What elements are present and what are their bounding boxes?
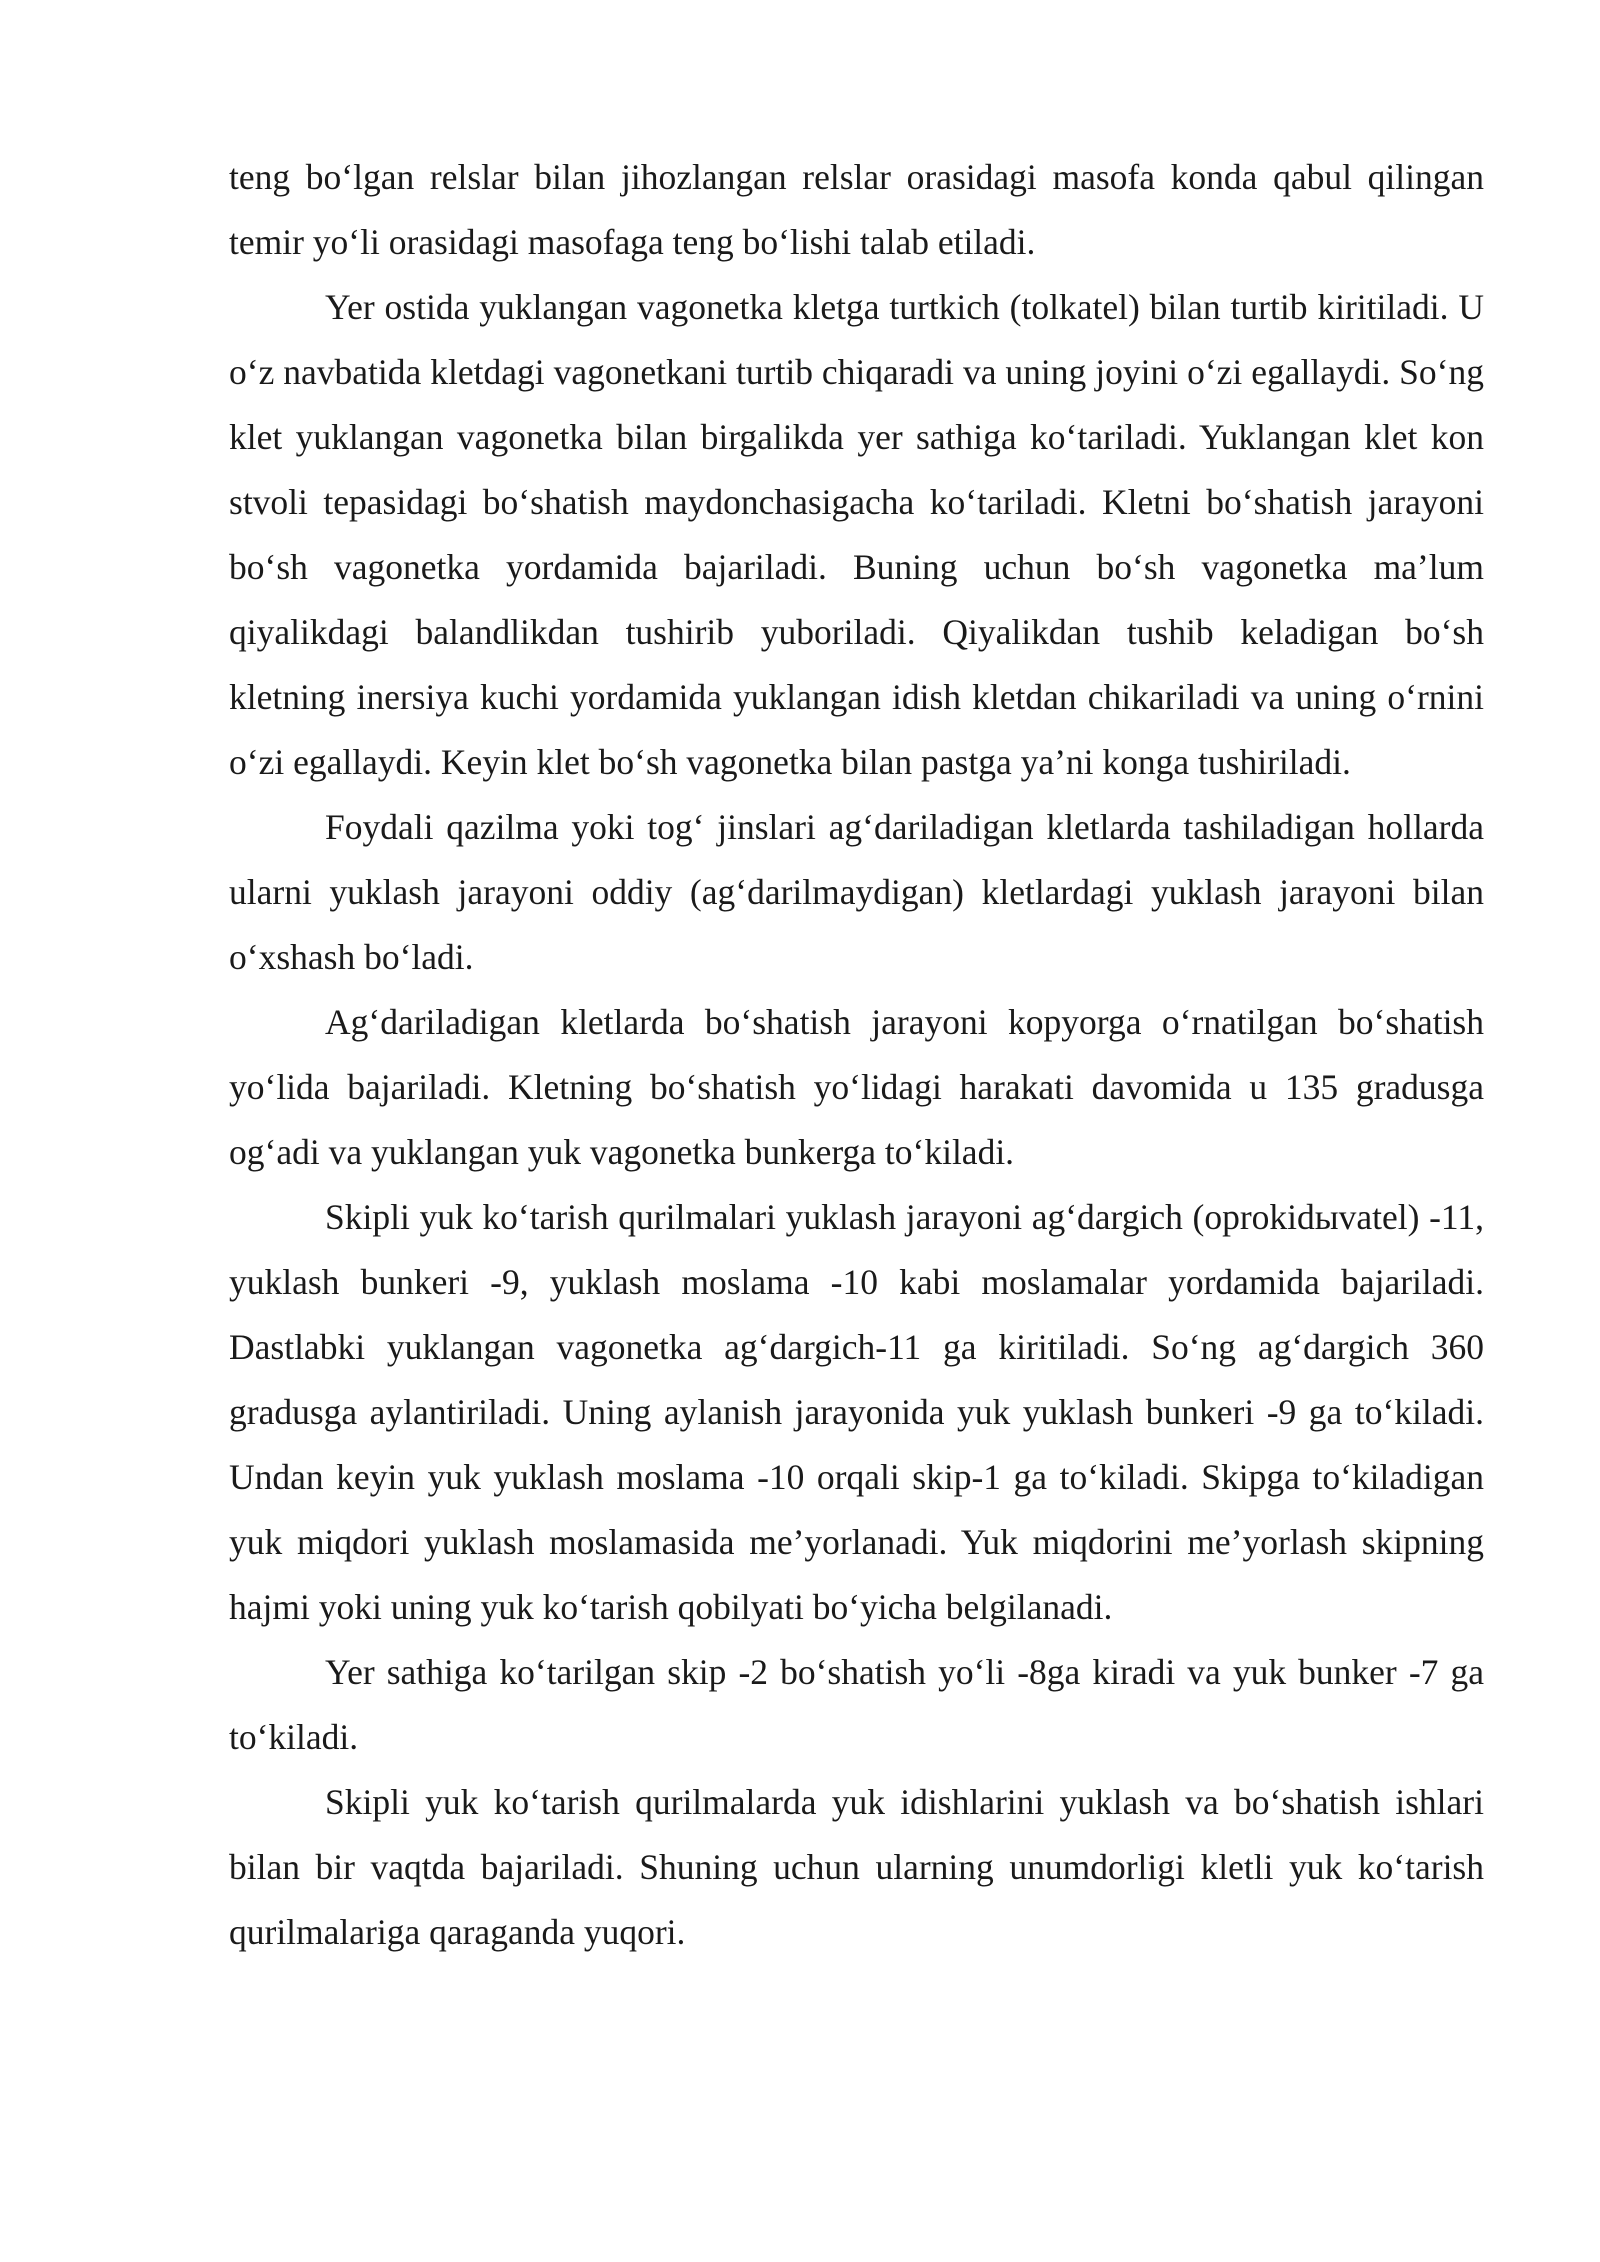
paragraph-7: Skipli yuk ko‘tarish qurilmalarda yuk idishlarini yuklash va bo‘shatish ishlari bilan bir vaqtda bajariladi. Shuning uchun ularning unumdorligi kletli yuk ko‘tarish qurilmalariga qaraganda yuqori. [229,1782,1484,1952]
paragraph-4: Ag‘dariladigan kletlarda bo‘shatish jarayoni kopyorga o‘rnatilgan bo‘shatish yo‘lida bajariladi. Kletning bo‘shatish yo‘lidagi harakati davomida u 135 gradusga og‘adi va yuklangan yuk vagonetka bunkerga to‘kiladi. [229,1002,1484,1172]
paragraph-1: teng bo‘lgan relslar bilan jihozlangan relslar orasidagi masofa konda qabul qilingan temir yo‘li orasidagi masofaga teng bo‘lishi talab etiladi. [229,157,1484,262]
paragraph-5: Skipli yuk ko‘tarish qurilmalari yuklash jarayoni ag‘dargich (oprokidыvatel) -11, yuklash bunkeri -9, yuklash moslama -10 kabi moslamalar yordamida bajariladi. Dastlabki yuklangan vagonetka ag‘dargich-11 ga kiritiladi. So‘ng ag‘dargich 360 gradusga aylantiriladi. Uning aylanish jarayonida yuk yuklash bunkeri -9 ga to‘kiladi. Undan keyin yuk yuklash moslama -10 orqali skip-1 ga to‘kiladi. Skipga to‘kiladigan yuk miqdori yuklash moslamasida me’yorlanadi. Yuk miqdorini me’yorlash skipning hajmi yoki uning yuk ko‘tarish qobilyati bo‘yicha belgilanadi. [229,1197,1484,1627]
paragraph-6: Yer sathiga ko‘tarilgan skip -2 bo‘shatish yo‘li -8ga kiradi va yuk bunker -7 ga to‘kiladi. [229,1652,1484,1757]
paragraph-2: Yer ostida yuklangan vagonetka kletga turtkich (tolkatel) bilan turtib kiritiladi. U o‘z navbatida kletdagi vagonetkani turtib chiqaradi va uning joyini o‘zi egallaydi. So‘ng klet yuklangan vagonetka bilan birgalikda yer sathiga ko‘tariladi. Yuklangan klet kon stvoli tepasidagi bo‘shatish maydonchasigacha ko‘tariladi. Kletni bo‘shatish jarayoni bo‘sh vagonetka yordamida bajariladi. Buning uchun bo‘sh vagonetka ma’lum qiyalikdagi balandlikdan tushirib yuboriladi. Qiyalikdan tushib keladigan bo‘sh kletning inersiya kuchi yordamida yuklangan idish kletdan chikariladi va uning o‘rnini o‘zi egallaydi. Keyin klet bo‘sh vagonetka bilan pastga ya’ni konga tushiriladi. [229,287,1484,782]
document-body [229,145,1484,1965]
paragraph-3: Foydali qazilma yoki tog‘ jinslari ag‘dariladigan kletlarda tashiladigan hollarda ularni yuklash jarayoni oddiy (ag‘darilmaydigan) kletlardagi yuklash jarayoni bilan o‘xshash bo‘ladi. [229,807,1484,977]
